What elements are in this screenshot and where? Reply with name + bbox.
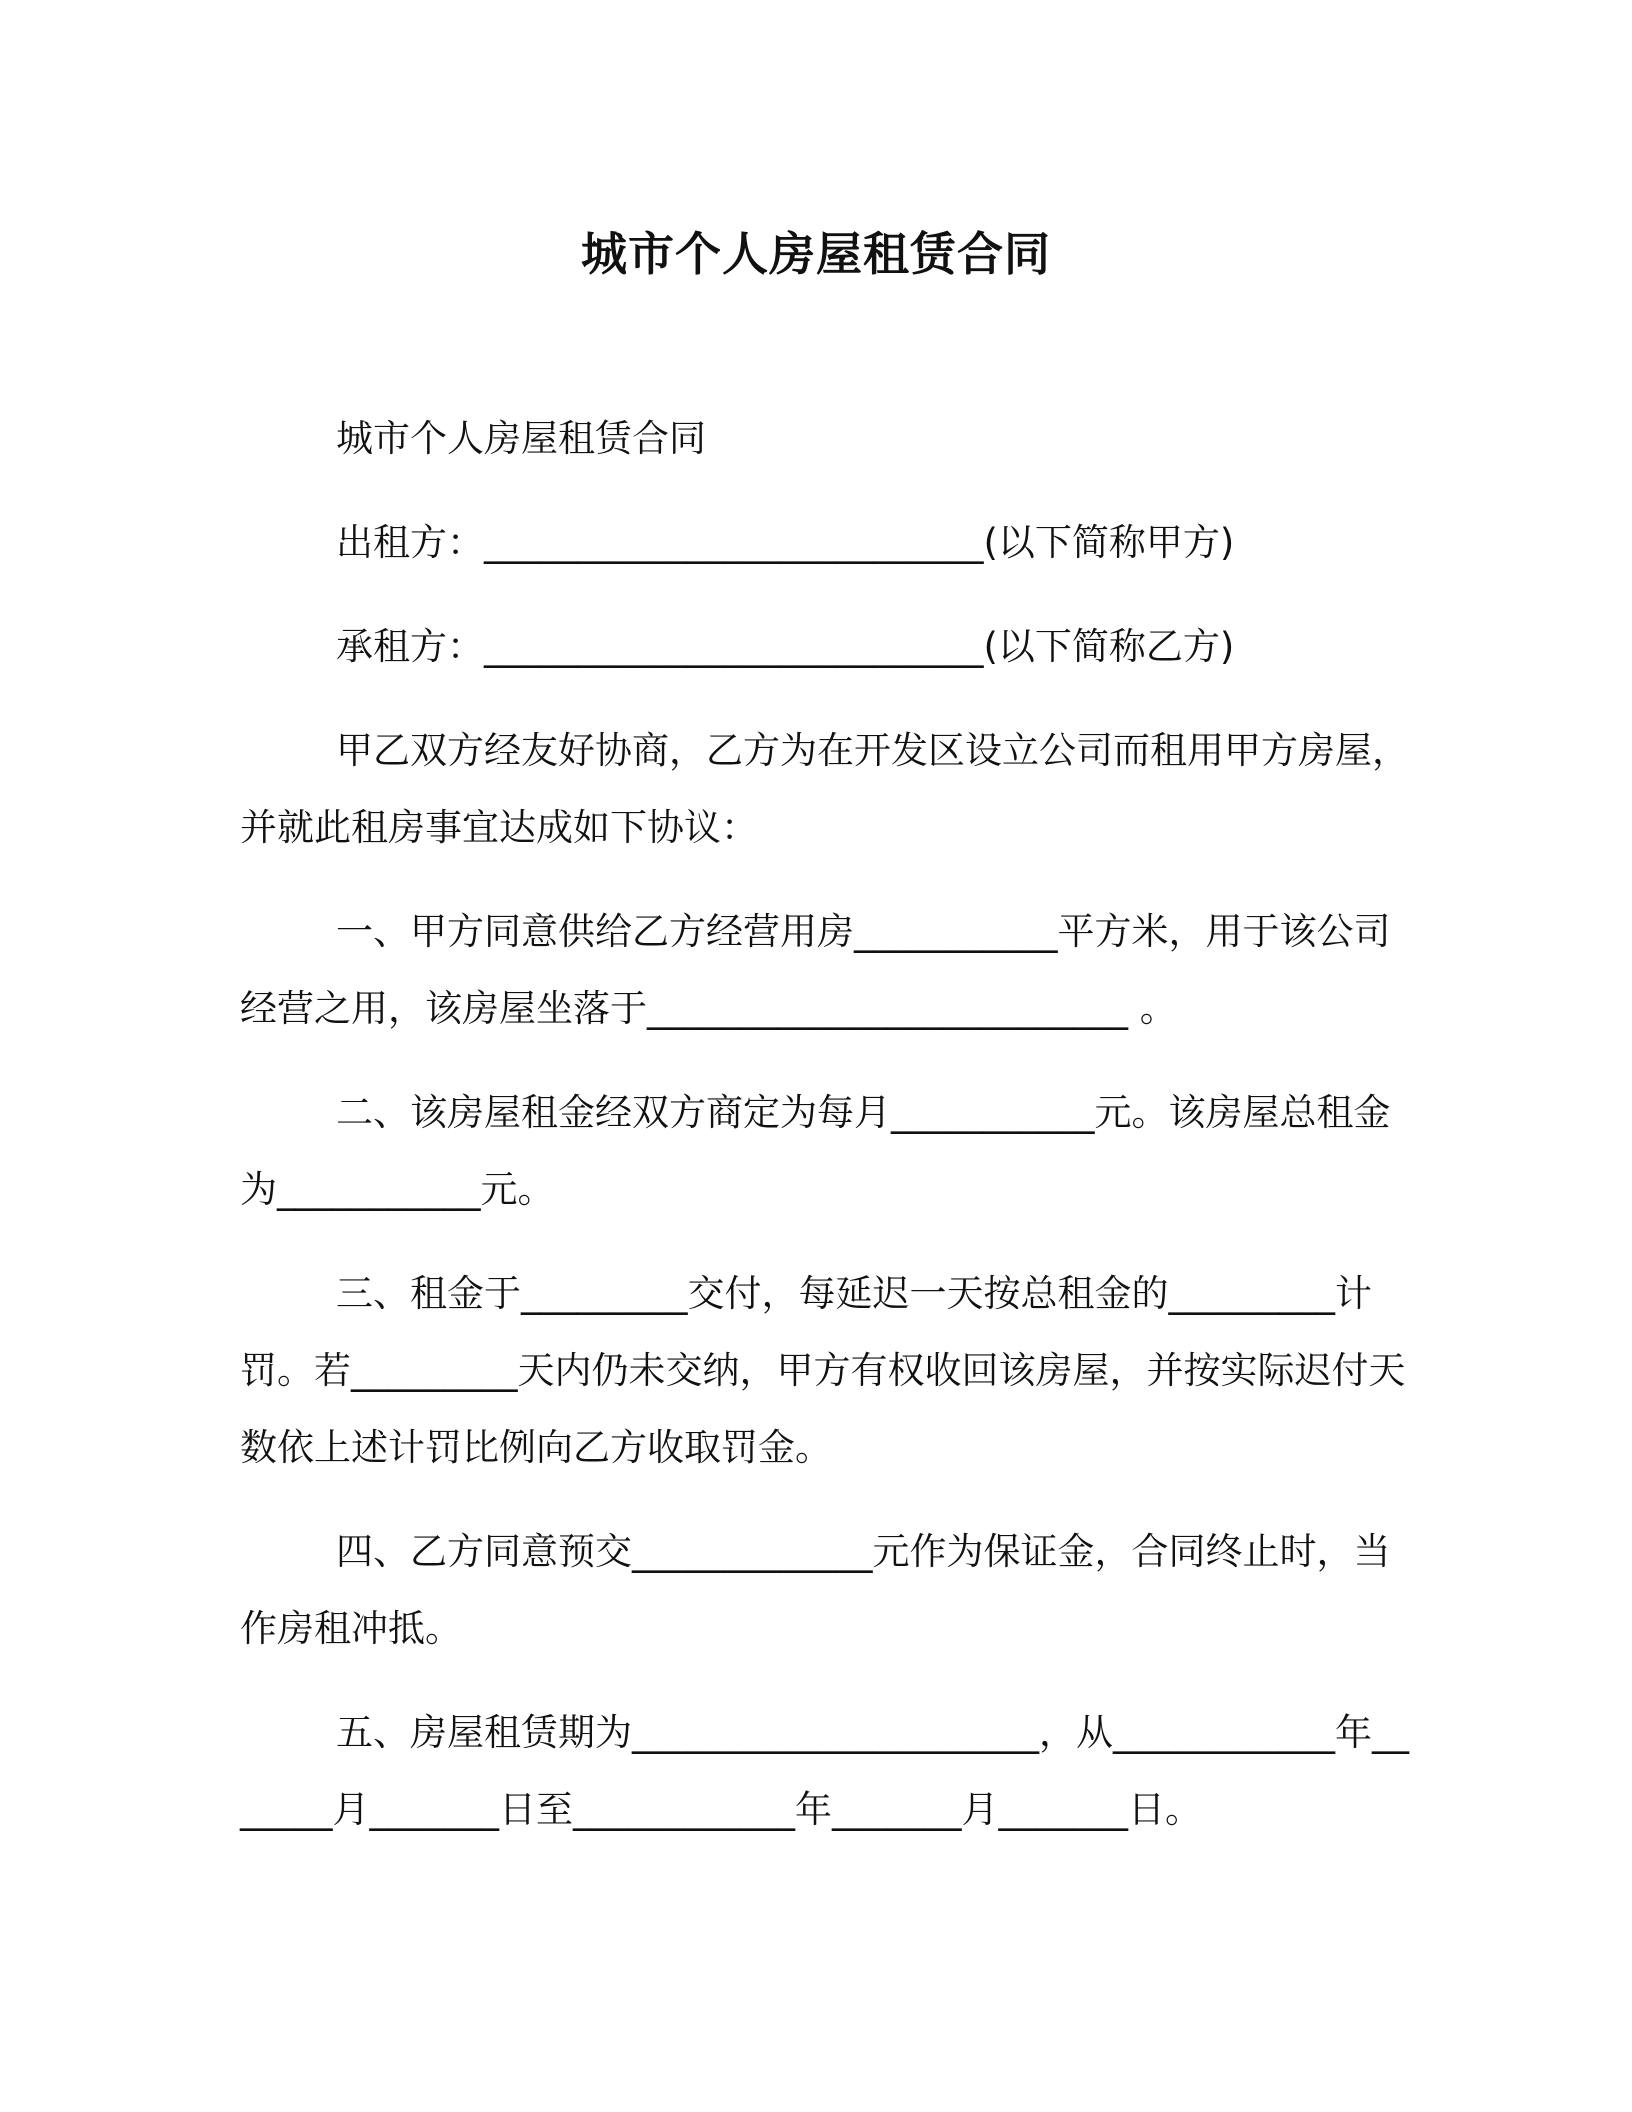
clause-2: 二、该房屋租金经双方商定为每月___________元。该房屋总租金为___________元。 [240,1091,1391,1211]
lessee-line: 承租方：___________________________(以下简称乙方) [336,625,1235,668]
clause-1: 一、甲方同意供给乙方经营用房___________平方米，用于该公司经营之用，该房屋坐落于__________________________ 。 [240,910,1391,1030]
document-subtitle: 城市个人房屋租赁合同 [336,417,706,460]
clause-4: 四、乙方同意预交_____________元作为保证金，合同终止时，当作房租冲抵。 [240,1530,1391,1650]
clause-3: 三、租金于_________交付，每延迟一天按总租金的_________计罚。若_________天内仍未交纳，甲方有权收回该房屋，并按实际迟付天数依上述计罚比例向乙方收取罚金。 [240,1272,1406,1469]
preamble-paragraph: 甲乙双方经友好协商，乙方为在开发区设立公司而租用甲方房屋，并就此租房事宜达成如下协议： [240,729,1409,849]
document-title: 城市个人房屋租赁合同 [581,227,1051,281]
document-body [240,400,1410,1875]
lessor-line: 出租方：___________________________(以下简称甲方) [336,521,1235,564]
clause-5: 五、房屋租赁期为______________________，从____________年_______月_______日至____________年_______月_______日。 [240,1711,1409,1831]
